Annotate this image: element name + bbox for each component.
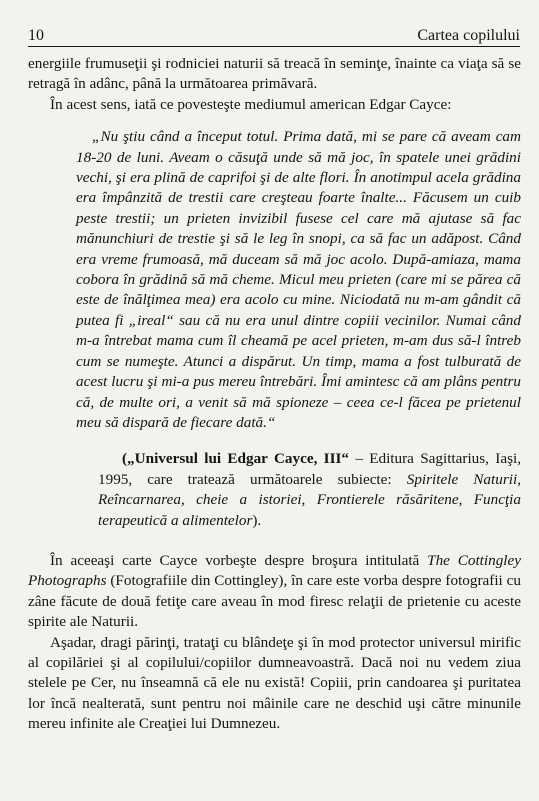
page-body bbox=[28, 54, 521, 735]
page-number: 10 bbox=[28, 27, 44, 44]
reference-topics: Spiritele Naturii, Reîncarnarea, cheie a istoriei, Frontierele răsăritene, Funcţia terapeutică a alimentelor bbox=[98, 470, 521, 529]
reference-title: („Universul lui Edgar Cayce, III“ bbox=[122, 450, 350, 468]
running-title: Cartea copilului bbox=[417, 27, 520, 44]
reference-end: ). bbox=[252, 511, 262, 529]
paragraph-parents: Aşadar, dragi părinţi, trataţi cu blândeţe şi în mod protector universul mirific al copilăriei şi al copilului/copiilor dumneavoastră. Dacă noi nu vedem ziua stelele pe Cer, nu înseamnă că ele nu există! Copiii, prin candoarea şi puritatea lor încă nealterată, sunt pentru noi mâinile care ne deschid uşi către minunile mereu infinite ale Creaţiei lui Dumnezeu. bbox=[28, 633, 521, 733]
paragraph-continuation: energiile frumuseţii şi rodniciei naturii să treacă în seminţe, înainte ca viaţa să se retragă în adânc, până la următoarea primăvară. bbox=[28, 55, 521, 93]
cottingley-text-a: În aceeaşi carte Cayce vorbeşte despre broşura intitulată bbox=[50, 551, 428, 569]
cayce-quote: „Nu ştiu când a început totul. Prima dată, mi se pare că aveam cam 18-20 de luni. Aveam o căsuţă unde să mă joc, în spatele unei grădini vechi, şi era plină de caprifoi şi de alte flori. În anotimpul acela grădina era împânzită de trestii care creşteau foarte înalte... Făcusem un cuib peste trestii; un prieten invizibil fusese cel care mă ajutase să fac mănunchiuri de trestie şi să le leg în snopi, ca să fac un adăpost. Când era vreme frumoasă, mă duceam să mă joc acolo. După-amiaza, mama cobora în grădină să mă cheme. Micul meu prieten (care mi se părea că este de înălţimea mea) era acolo cu mine. Niciodată nu m-am gândit că putea fi „ireal“ sau că nu era unul dintre copiii vecinilor. Numai când m-a întrebat mama cum îl cheamă pe acel prieten, m-am dus să-l întreb cum se numeşte. Atunci a dispărut. Un timp, mama a fost tulburată de acest lucru şi mi-a pus mereu întrebări. Îmi amintesc că am plâns pentru că, de multe ori, a venit să mă spioneze – ceea ce-l făcea pe prietenul meu să dispară de fiecare dată.“ bbox=[76, 128, 521, 431]
paragraph-cottingley bbox=[28, 551, 521, 633]
cottingley-title: The Cottingley Photographs bbox=[28, 551, 521, 590]
cottingley-text-b: (Fotografiile din Cottingley), în care este vorba despre fotografii cu zâne făcute de două fetiţe care aveau în mod firesc relaţii de prietenie cu aceste spirite ale Naturii. bbox=[28, 572, 521, 631]
book-reference bbox=[98, 449, 521, 531]
paragraph-intro: În acest sens, iată ce povesteşte mediumul american Edgar Cayce: bbox=[50, 95, 452, 113]
page-header bbox=[28, 24, 520, 47]
reference-details: – Editura Sagittarius, Iaşi, 1995, care tratează următoarele subiecte: bbox=[98, 450, 521, 488]
